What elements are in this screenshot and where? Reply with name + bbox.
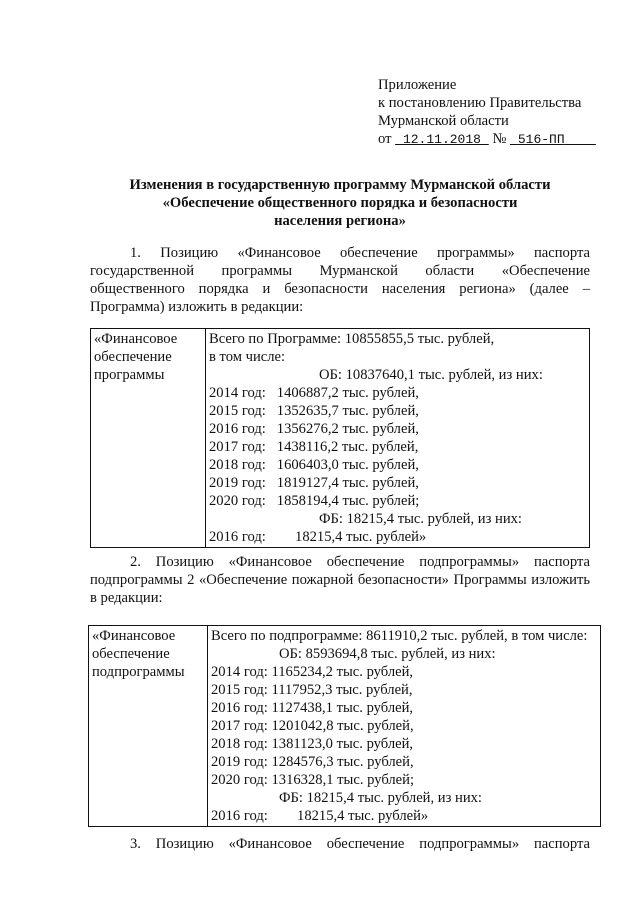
item-3-paragraph <box>90 835 590 853</box>
item-1-paragraph <box>90 244 590 316</box>
table1-including: в том числе: <box>209 349 286 365</box>
table1-year-row: 2014 год: 1406887,2 тыс. рублей, <box>209 385 419 401</box>
table2-year-row: 2017 год: 1201042,8 тыс. рублей, <box>211 718 414 734</box>
table2-total: Всего по подпрограмме: 8611910,2 тыс. рублей, в том числе: <box>211 628 588 644</box>
table1-year-row: 2016 год: 1356276,2 тыс. рублей, <box>209 421 419 437</box>
table1-year-row: 2015 год: 1352635,7 тыс. рублей, <box>209 403 419 419</box>
table2-year-row: 2015 год: 1117952,3 тыс. рублей, <box>211 682 413 698</box>
appendix-line-3: Мурманской области <box>378 113 509 129</box>
table1-fb-year-row: 2016 год: 18215,4 тыс. рублей» <box>209 529 427 545</box>
appendix-line-1: Приложение <box>378 77 457 93</box>
table1-year-row: 2018 год: 1606403,0 тыс. рублей, <box>209 457 419 473</box>
appendix-date-line <box>378 130 596 149</box>
item-1-text: 1. Позицию «Финансовое обеспечение программы» паспорта государственной программы Мурманской области «Обеспечение общественного порядка и безопасности населения региона» (далее – Программа) изложить в редакции: <box>90 245 590 315</box>
item-3-text: 3. Позицию «Финансовое обеспечение подпрограммы» паспорта <box>130 836 590 852</box>
title-line-1: Изменения в государственную программу Мурманской области <box>129 177 551 193</box>
from-prefix: от <box>378 131 392 147</box>
table2-label-cell: «Финансовое обеспечение подпрограммы <box>89 626 208 827</box>
table2-year-row: 2016 год: 1127438,1 тыс. рублей, <box>211 700 414 716</box>
financing-table-subprogram <box>88 625 601 827</box>
item-2-text: 2. Позицию «Финансовое обеспечение подпрограммы» паспорта подпрограммы 2 «Обеспечение пожарной безопасности» Программы изложить в редакции: <box>90 554 590 606</box>
item-2-paragraph <box>90 553 590 607</box>
table1-year-row: 2017 год: 1438116,2 тыс. рублей, <box>209 439 419 455</box>
table1-label-cell: «Финансовое обеспечение программы <box>91 329 206 548</box>
appendix-line-2: к постановлению Правительства <box>378 95 582 111</box>
financing-table-program <box>90 328 590 548</box>
table2-year-row: 2014 год: 1165234,2 тыс. рублей, <box>211 664 414 680</box>
table1-total: Всего по Программе: 10855855,5 тыс. рублей, <box>209 331 495 347</box>
table2-year-row: 2019 год: 1284576,3 тыс. рублей, <box>211 754 414 770</box>
table1-ob-line: ОБ: 10837640,1 тыс. рублей, из них: <box>319 367 543 383</box>
table1-year-row: 2020 год: 1858194,4 тыс. рублей; <box>209 493 420 509</box>
decree-date: 12.11.2018 <box>402 132 481 147</box>
table2-fb-line: ФБ: 18215,4 тыс. рублей, из них: <box>279 790 482 806</box>
table2-ob-line: ОБ: 8593694,8 тыс. рублей, из них: <box>279 646 496 662</box>
number-prefix: № <box>492 131 507 147</box>
table1-values-cell <box>206 329 590 548</box>
title-line-2: «Обеспечение общественного порядка и безопасности <box>162 195 518 211</box>
table1-year-row: 2019 год: 1819127,4 тыс. рублей, <box>209 475 419 491</box>
table2-year-row: 2018 год: 1381123,0 тыс. рублей, <box>211 736 414 752</box>
table2-fb-year-row: 2016 год: 18215,4 тыс. рублей» <box>211 808 429 824</box>
table1-fb-line: ФБ: 18215,4 тыс. рублей, из них: <box>319 511 522 527</box>
appendix-block <box>378 76 596 149</box>
document-title <box>100 176 580 230</box>
decree-number: 516-ПП <box>517 132 565 147</box>
table2-values-cell <box>208 626 601 827</box>
table2-year-row: 2020 год: 1316328,1 тыс. рублей; <box>211 772 415 788</box>
title-line-3: населения региона» <box>274 213 406 229</box>
